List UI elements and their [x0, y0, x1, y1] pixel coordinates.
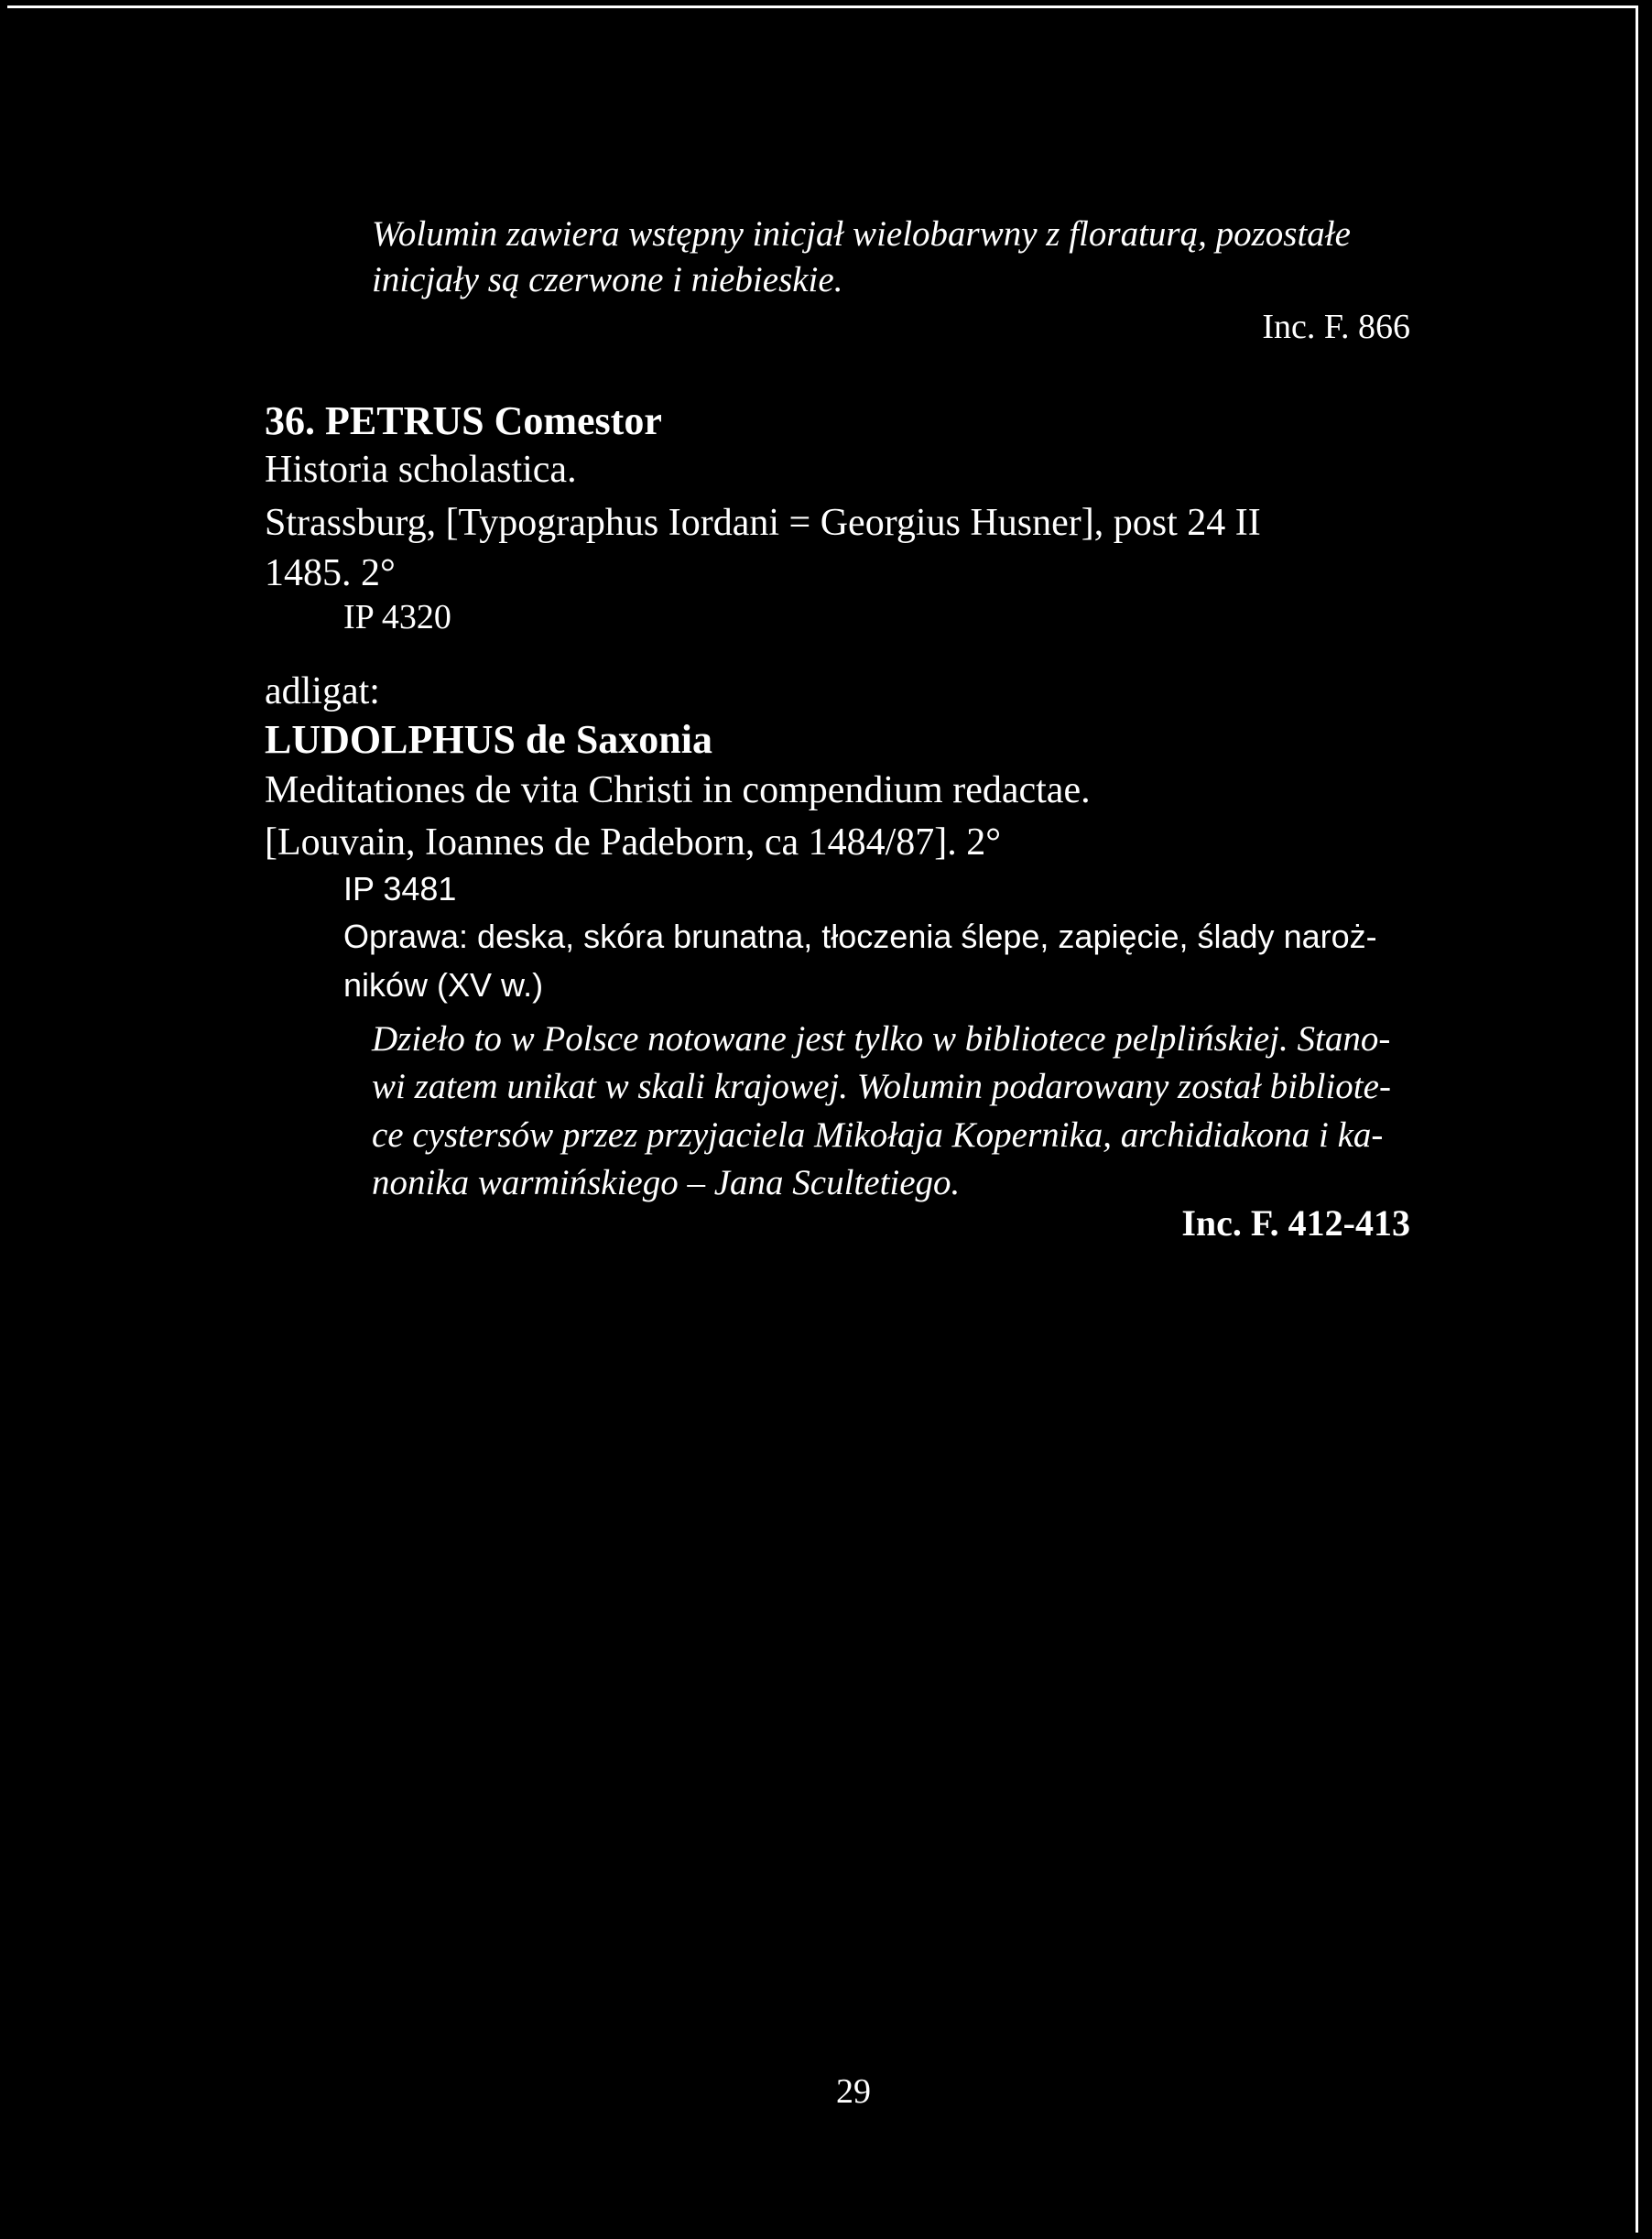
adligat-label: adligat: [265, 670, 380, 712]
entry-note-line-4: nonika warmińskiego – Jana Scultetiego. [372, 1163, 961, 1202]
entry-heading: 36. PETRUS Comestor [265, 398, 662, 443]
adligat-imprint: [Louvain, Ioannes de Padeborn, ca 1484/87]. 2° [265, 821, 1002, 864]
right-border-rule [1636, 5, 1638, 2233]
top-border-rule [7, 5, 1637, 8]
entry-note-line-1: Dzieło to w Polsce notowane jest tylko w bibliotece pelplińskiej. Stano- [372, 1019, 1391, 1059]
entry-title: Historia scholastica. [265, 449, 577, 491]
adligat-ip: IP 3481 [343, 870, 457, 908]
adligat-title: Meditationes de vita Christi in compendium redactae. [265, 769, 1091, 811]
page-number: 29 [836, 2072, 871, 2111]
entry-ip: IP 4320 [343, 598, 451, 636]
entry-imprint-line-1: Strassburg, [Typographus Iordani = Georgius Husner], post 24 II [265, 502, 1261, 544]
binding-line-2: ników (XV w.) [343, 966, 544, 1004]
previous-shelfmark: Inc. F. 866 [1262, 308, 1410, 346]
adligat-author: LUDOLPHUS de Saxonia [265, 717, 712, 762]
entry-shelfmark: Inc. F. 412-413 [1181, 1202, 1410, 1244]
entry-note-line-3: ce cystersów przez przyjaciela Mikołaja Kopernika, archidiakona i ka- [372, 1115, 1384, 1155]
entry-note-line-2: wi zatem unikat w skali krajowej. Wolumin podarowany został bibliote- [372, 1067, 1391, 1106]
previous-note-line-2: inicjały są czerwone i niebieskie. [372, 260, 843, 299]
previous-note-line-1: Wolumin zawiera wstępny inicjał wielobarwny z floraturą, pozostałe [372, 214, 1351, 254]
binding-line-1: Oprawa: deska, skóra brunatna, tłoczenia ślepe, zapięcie, ślady naroż- [343, 918, 1377, 955]
entry-imprint-line-2: 1485. 2° [265, 552, 396, 594]
